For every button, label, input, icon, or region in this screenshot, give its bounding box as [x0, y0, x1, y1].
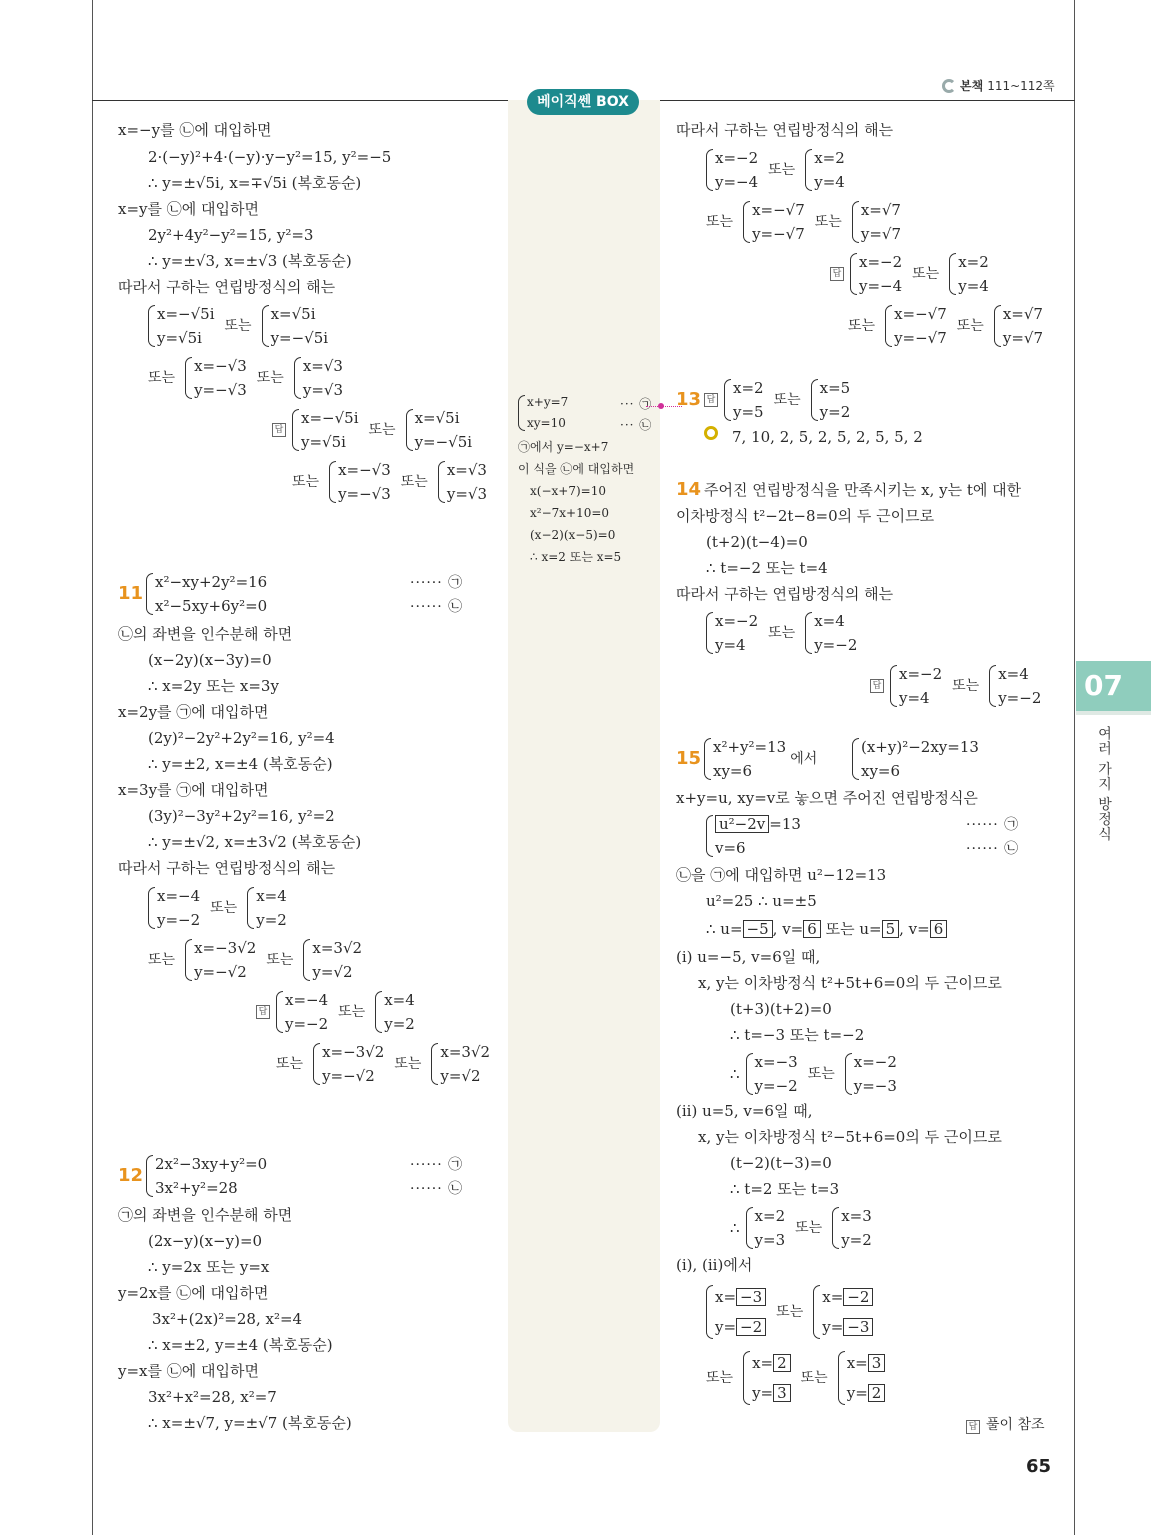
reference-icon: [942, 79, 956, 93]
answer-set: 답 x=−2 y=−4 또는 x=2 y=4: [830, 250, 989, 298]
problem-15-system: x²+y²=13 xy=6 에서: [704, 735, 827, 783]
fill-box: 2: [868, 1384, 886, 1402]
fill-in-answers: 7, 10, 2, 5, 2, 5, 2, 5, 5, 2: [732, 428, 923, 446]
equation-line: ∴ u= −5 , v= 6 또는 u= 5 , v= 6: [706, 920, 947, 938]
equation-line: 3x²+x²=28, x²=7: [148, 1388, 277, 1406]
fill-box: −2: [843, 1288, 873, 1306]
equation-line: ∴ t=2 또는 t=3: [730, 1180, 840, 1198]
equation-line: 3x²+(2x)²=28, x²=4: [152, 1310, 303, 1328]
fill-box: −3: [843, 1318, 873, 1336]
answer-set: 또는 x=−√7 y=−√7 또는 x=√7 y=√7: [848, 305, 1043, 347]
equation-marker: ······ ㉡: [410, 599, 464, 615]
chapter-tab-underline: [1076, 711, 1151, 715]
fill-box: 6: [803, 920, 821, 938]
answer-mark-icon: 답: [256, 1005, 270, 1019]
case-solution: ∴ x=2 y=3 또는 x=3 y=2: [730, 1207, 872, 1249]
answer-mark-icon: 답: [272, 423, 286, 437]
box-line: (x−2)(x−5)=0: [530, 528, 616, 542]
equation-line: (t+3)(t+2)=0: [730, 1000, 832, 1018]
answer-set: 답 x=−√5i y=√5i 또는 x=√5i y=−√5i: [272, 406, 472, 454]
solution-set: x=−2 y=4 또는 x=4 y=−2: [706, 609, 857, 657]
text-line: x=2y를 ㉠에 대입하면: [118, 703, 269, 721]
solution-set: x=−2 y=−4 또는 x=2 y=4: [706, 146, 845, 194]
equation-line: ∴ x=2y 또는 x=3y: [148, 677, 279, 695]
box-line: 이 식을 ㉡에 대입하면: [518, 462, 635, 476]
problem-number-12: 12: [118, 1165, 144, 1186]
text-line: ㉡의 좌변을 인수분해 하면: [118, 625, 293, 643]
answer-mark-icon: 답: [870, 679, 884, 693]
problem-12-system: 2x²−3xy+y²=0 3x²+y²=28: [146, 1152, 267, 1200]
final-solution: 또는 x= 2 y= 3 또는 x= 3 y= 2: [706, 1348, 885, 1408]
answer-mark-icon: 답: [830, 267, 844, 281]
left-margin-line: [92, 0, 93, 1535]
fill-box: 6: [930, 920, 948, 938]
fill-box: −2: [736, 1318, 766, 1336]
box-line: x²−7x+10=0: [530, 506, 610, 520]
fill-box: 3: [868, 1354, 886, 1372]
answer-set: 답 x=2 y=5 또는 x=5 y=2: [704, 376, 850, 424]
answer-set: 답 x=−4 y=−2 또는 x=4 y=2: [256, 988, 415, 1036]
equation-line: (2x−y)(x−y)=0: [148, 1232, 263, 1250]
case-heading: (i), (ii)에서: [676, 1256, 753, 1274]
fill-box: 2: [773, 1354, 791, 1372]
answer-set: 답 x=−2 y=4 또는 x=4 y=−2: [870, 662, 1041, 710]
text-line: x+y=u, xy=v로 놓으면 주어진 연립방정식은: [676, 789, 978, 807]
solution-set: x=−4 y=−2 또는 x=4 y=2: [148, 884, 287, 932]
equation-marker: ······ ㉠: [966, 817, 1020, 833]
equation-line: (t+2)(t−4)=0: [706, 533, 808, 551]
fill-box: −5: [743, 920, 773, 938]
text-line: y=2x를 ㉡에 대입하면: [118, 1284, 269, 1302]
equation-line: 2y²+4y²−y²=15, y²=3: [148, 226, 314, 244]
text-line: 따라서 구하는 연립방정식의 해는: [118, 859, 336, 877]
text-line: x=−y를 ㉡에 대입하면: [118, 121, 272, 139]
fill-box: −3: [736, 1288, 766, 1306]
basic-box-column: [508, 100, 660, 1432]
answer-set: 또는 x=−3√2 y=−√2 또는 x=3√2 y=√2: [276, 1043, 491, 1085]
textbook-reference: 본책 111~112쪽: [942, 77, 1055, 94]
equation-line: ∴ y=±√3, x=±√3 (복호동순): [148, 252, 352, 270]
equation-marker: ······ ㉠: [410, 1157, 464, 1173]
basic-box-badge: 베이직쎈 BOX: [527, 89, 639, 115]
problem-number-13: 13: [676, 389, 702, 410]
solution-set: x=−√5i y=√5i 또는 x=√5i y=−√5i: [148, 302, 328, 350]
equation-marker: ······ ㉡: [966, 841, 1020, 857]
chapter-tab: 07: [1076, 661, 1151, 711]
fill-box: 3: [773, 1384, 791, 1402]
answer-mark-icon: 답: [704, 393, 718, 407]
text-line: x, y는 이차방정식 t²+5t+6=0의 두 근이므로: [698, 974, 1002, 992]
box-line: ㉠에서 y=−x+7: [518, 440, 609, 454]
equation-line: ∴ t=−2 또는 t=4: [706, 559, 828, 577]
equation-marker: ······ ㉠: [410, 575, 464, 591]
target-icon: [704, 426, 718, 440]
case-heading: (i) u=−5, v=6일 때,: [676, 948, 821, 966]
text-line: ㉡을 ㉠에 대입하면 u²−12=13: [676, 866, 887, 884]
answer-set: 또는 x=−√3 y=−√3 또는 x=√3 y=√3: [292, 461, 487, 503]
equation-marker: ··· ㉡: [620, 418, 653, 432]
text-line: 따라서 구하는 연립방정식의 해는: [676, 121, 894, 139]
problem-number-11: 11: [118, 583, 144, 604]
substituted-system: u²−2v =13 v=6: [706, 812, 801, 860]
chapter-title: 여러 가지 방정식: [1096, 726, 1112, 842]
equation-line: (2y)²−2y²+2y²=16, y²=4: [148, 729, 335, 747]
answer-mark-icon: 답: [966, 1420, 980, 1434]
equation-line: ∴ y=2x 또는 y=x: [148, 1258, 270, 1276]
solution-set: 또는 x=−√7 y=−√7 또는 x=√7 y=√7: [706, 201, 901, 243]
problem-number-14: 14: [676, 479, 702, 500]
equation-line: ∴ x=±√7, y=±√7 (복호동순): [148, 1414, 352, 1432]
equation-line: ∴ x=±2, y=±4 (복호동순): [148, 1336, 333, 1354]
equation-marker: ··· ㉠: [620, 397, 653, 411]
answer-note: 답 풀이 참조: [966, 1416, 1045, 1434]
page-number: 65: [1026, 1456, 1052, 1477]
problem-11-system: x²−xy+2y²=16 x²−5xy+6y²=0: [146, 570, 267, 618]
equation-line: 2·(−y)²+4·(−y)·y−y²=15, y²=−5: [148, 148, 392, 166]
text-line: x=y를 ㉡에 대입하면: [118, 200, 259, 218]
solution-set: 또는 x=−√3 y=−√3 또는 x=√3 y=√3: [148, 357, 343, 399]
equation-line: u²=25 ∴ u=±5: [706, 892, 817, 910]
text-line: 따라서 구하는 연립방정식의 해는: [676, 585, 894, 603]
text-line: ㉠의 좌변을 인수분해 하면: [118, 1206, 293, 1224]
equation-marker: ······ ㉡: [410, 1181, 464, 1197]
equation-line: (x−2y)(x−3y)=0: [148, 651, 272, 669]
problem-15-transformed: (x+y)²−2xy=13 xy=6: [852, 735, 979, 783]
text-line: 주어진 연립방정식을 만족시키는 x, y는 t에 대한: [704, 481, 1022, 499]
case-heading: (ii) u=5, v=6일 때,: [676, 1102, 813, 1120]
fill-box: u²−2v: [715, 815, 769, 833]
equation-line: ∴ y=±2, x=±4 (복호동순): [148, 755, 333, 773]
fill-box: 5: [882, 920, 900, 938]
text-line: x, y는 이차방정식 t²−5t+6=0의 두 근이므로: [698, 1128, 1002, 1146]
equation-line: ∴ y=±√5i, x=∓√5i (복호동순): [148, 174, 362, 192]
equation-line: ∴ t=−3 또는 t=−2: [730, 1026, 865, 1044]
text-line: 따라서 구하는 연립방정식의 해는: [118, 278, 336, 296]
box-line: ∴ x=2 또는 x=5: [530, 550, 622, 564]
box-system: x+y=7 xy=10: [518, 392, 568, 434]
problem-number-15: 15: [676, 748, 702, 769]
text-line: y=x를 ㉡에 대입하면: [118, 1362, 259, 1380]
box-line: x(−x+7)=10: [530, 484, 606, 498]
case-solution: ∴ x=−3 y=−2 또는 x=−2 y=−3: [730, 1053, 897, 1095]
right-margin-line: [1074, 0, 1075, 1535]
equation-line: (t−2)(t−3)=0: [730, 1154, 832, 1172]
text-line: x=3y를 ㉠에 대입하면: [118, 781, 269, 799]
equation-line: ∴ y=±√2, x=±3√2 (복호동순): [148, 833, 362, 851]
solution-set: 또는 x=−3√2 y=−√2 또는 x=3√2 y=√2: [148, 939, 363, 981]
final-solution: x= −3 y= −2 또는 x= −2 y= −3: [706, 1282, 873, 1342]
equation-line: (3y)²−3y²+2y²=16, y²=2: [148, 807, 335, 825]
connector-dot: [658, 403, 664, 409]
text-line: 이차방정식 t²−2t−8=0의 두 근이므로: [676, 507, 935, 525]
